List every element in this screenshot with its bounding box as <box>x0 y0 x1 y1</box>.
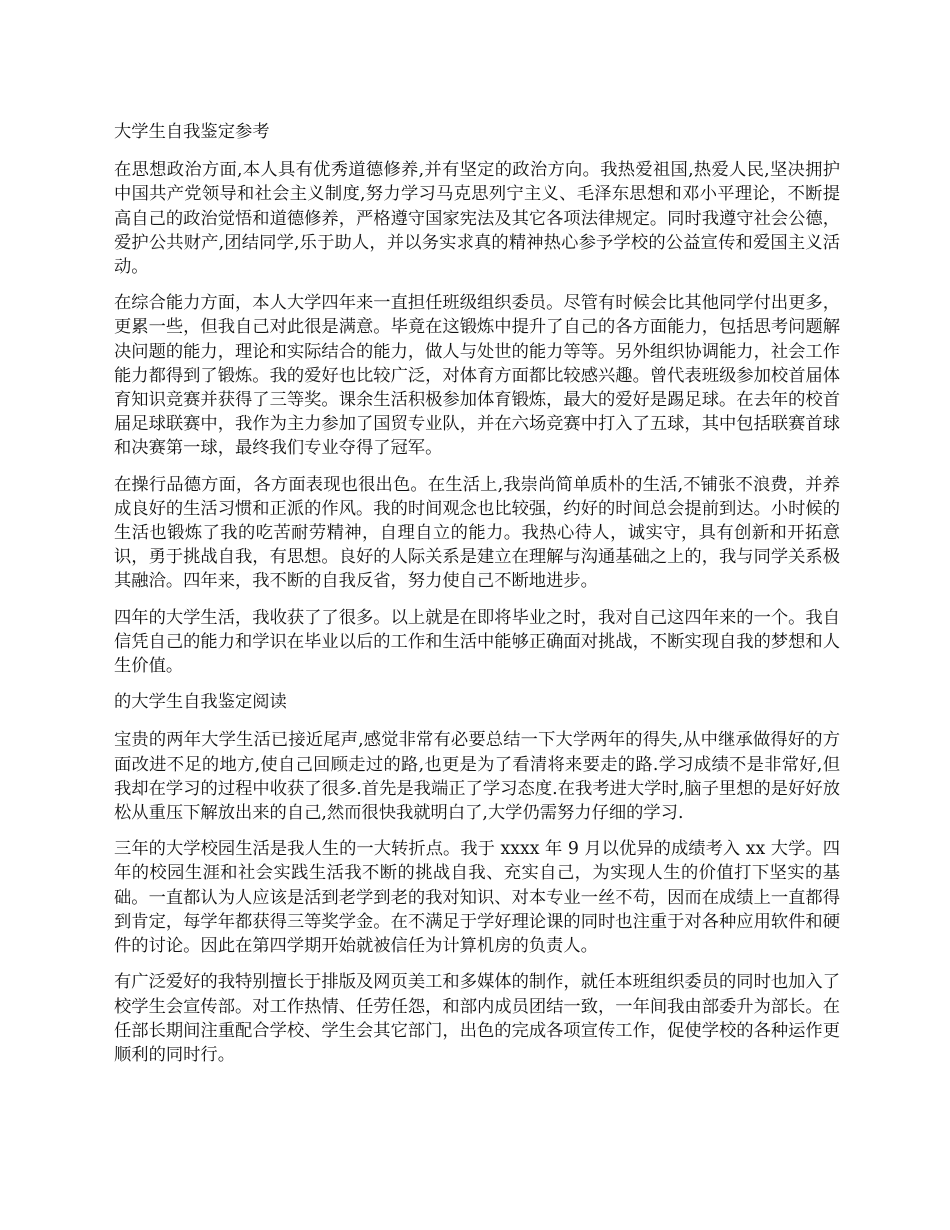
section-subtitle: 的大学生自我鉴定阅读 <box>114 692 287 713</box>
paragraph-conduct: 在操行品德方面，各方面表现也很出色。在生活上,我崇尚简单质朴的生活,不铺张不浪费，并养成良好的生活习惯和正派的作风。我的时间观念也比较强，约好的时间总会提前到达。小时候的生活也锻炼了我的吃苦耐劳精神，自理自立的能力。我热心待人，诚实守，具有创新和开拓意识，勇于挑战自我，有思想。良好的人际关系是建立在理解与沟通基础之上的，我与同学关系极其融洽。四年来，我不断的自我反省，努力使自己不断地进步。 <box>114 474 840 592</box>
document-page <box>114 120 840 1079</box>
paragraph-hobbies: 有广泛爱好的我特别擅长于排版及网页美工和多媒体的制作，就任本班组织委员的同时也加入了校学生会宣传部。对工作热情、任劳任怨，和部内成员团结一致，一年间我由部委升为部长。在任部长期间注重配合学校、学生会其它部门，出色的完成各项宣传工作，促使学校的各种运作更顺利的同时行。 <box>114 972 840 1065</box>
paragraph-campus-life: 三年的大学校园生活是我人生的一大转折点。我于 xxxx 年 9 月以优异的成绩考入 xx 大学。四年的校园生涯和社会实践生活我不断的挑战自我、充实自己，为实现人生的价值打下坚实的基 础。一直都认为人应该是活到老学到老的我对知识、对本专业一丝不苟，因而在成绩上一直都得到肯定，每学年都获得三等奖学金。在不满足于学好理论课的同时也注重于对各种应用软件和硬件的讨论。因此在第四学期开始就被信任为计算机房的负责人。 <box>114 839 840 957</box>
paragraph-study: 宝贵的两年大学生活已接近尾声,感觉非常有必要总结一下大学两年的得失,从中继承做得好的方面改进不足的地方,使自己回顾走过的路,也更是为了看清将来要走的路.学习成绩不是非常好,但我却在学习的过程中收获了很多.首先是我端正了学习态度.在我考进大学时,脑子里想的是好好放松从重压下解放出来的自己,然而很快我就明白了,大学仍需努力仔细的学习. <box>114 730 840 824</box>
paragraph-ability: 在综合能力方面，本人大学四年来一直担任班级组织委员。尽管有时候会比其他同学付出更多，更累一些，但我自己对此很是满意。毕竟在这锻炼中提升了自己的各方面能力，包括思考问题解决问题的能力，理论和实际结合的能力，做人与处世的能力等等。另外组织协调能力，社会工作能力都得到了锻炼。我的爱好也比较广泛，对体育方面都比较感兴趣。曾代表班级参加校首届体育知识竞赛并获得了三等奖。课余生活积极参加体育锻炼，最大的爱好是踢足球。在去年的校首届足球联赛中，我作为主力参加了国贸专业队，并在六场竞赛中打入了五球，其中包括联赛首球和决赛第一球，最终我们专业夺得了冠军。 <box>114 293 840 459</box>
document-title: 大学生自我鉴定参考 <box>114 122 270 142</box>
paragraph-summary: 四年的大学生活，我收获了了很多。以上就是在即将毕业之时，我对自己这四年来的一个。我自信凭自己的能力和学识在毕业以后的工作和生活中能够正确面对挑战，不断实现自我的梦想和人生价值。 <box>114 607 840 677</box>
paragraph-political: 在思想政治方面,本人具有优秀道德修养,并有坚定的政治方向。我热爱祖国,热爱人民,坚决拥护中国共产党领导和社会主义制度,努力学习马克思列宁主义、毛泽东思想和邓小平理论，不断提高自己的政治觉悟和道德修养，严格遵守国家宪法及其它各项法律规定。同时我遵守社会公德，爱护公共财产,团结同学,乐于助人，并以务实求真的精神热心参予学校的公益宣传和爱国主义活动。 <box>114 160 840 278</box>
